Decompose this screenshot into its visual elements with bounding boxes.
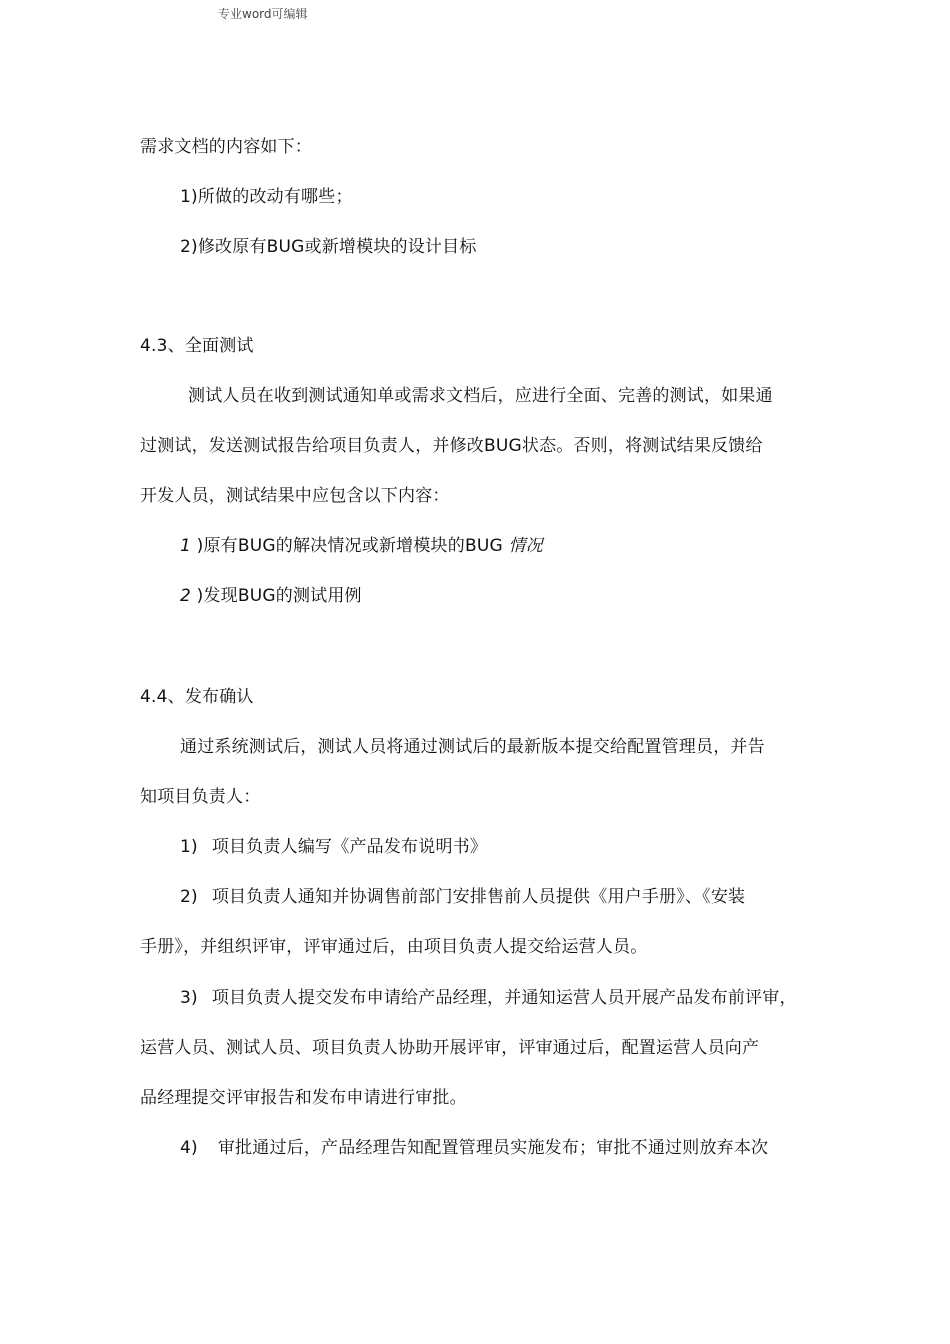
release-step-3-text: 项目负责人提交发布申请给产品经理，并通知运营人员开展产品发布前评审， xyxy=(211,988,797,1008)
requirements-item-2: 2)修改原有BUG或新增模块的设计目标 xyxy=(180,237,477,257)
paragraph-4-3-line-3: 开发人员，测试结果中应包含以下内容： xyxy=(140,486,450,506)
release-step-1-text: 项目负责人编写《产品发布说明书》 xyxy=(211,837,488,857)
release-step-3-continuation-1: 运营人员、测试人员、项目负责人协助开展评审，评审通过后，配置运营人员向产 xyxy=(140,1038,760,1058)
test-result-item-2-text: )发现BUG的测试用例 xyxy=(196,586,362,606)
release-step-3 xyxy=(180,986,797,1010)
test-result-item-1 xyxy=(180,534,543,558)
paragraph-4-3-line-2: 过测试，发送测试报告给项目负责人，并修改BUG状态。否则，将测试结果反馈给 xyxy=(140,436,763,456)
release-step-3-continuation-2: 品经理提交评审报告和发布申请进行审批。 xyxy=(140,1088,467,1108)
requirements-intro: 需求文档的内容如下： xyxy=(140,137,312,157)
release-step-2-continuation: 手册》，并组织评审，评审通过后，由项目负责人提交给运营人员。 xyxy=(140,937,648,957)
release-step-3-number: 3) xyxy=(180,988,198,1008)
paragraph-4-4-line-1: 通过系统测试后，测试人员将通过测试后的最新版本提交给配置管理员，并告 xyxy=(180,737,765,757)
test-result-item-1-text: )原有BUG的解决情况或新增模块的BUG xyxy=(196,536,503,556)
requirements-item-1: 1)所做的改动有哪些； xyxy=(180,187,353,207)
test-result-item-2-number: 2 xyxy=(180,586,192,606)
release-step-4 xyxy=(180,1136,768,1160)
section-heading-4-3: 4.3、全面测试 xyxy=(140,336,254,356)
paragraph-4-4-line-2: 知项目负责人： xyxy=(140,787,261,807)
test-result-item-1-tail: 情况 xyxy=(508,536,543,556)
release-step-2-number: 2) xyxy=(180,887,198,907)
release-step-1 xyxy=(180,835,487,859)
header-note: 专业word可编辑 xyxy=(218,7,308,21)
test-result-item-1-number: 1 xyxy=(180,536,192,556)
release-step-1-number: 1) xyxy=(180,837,198,857)
release-step-2-text: 项目负责人通知并协调售前部门安排售前人员提供《用户手册》、《安装 xyxy=(211,887,746,907)
release-step-2 xyxy=(180,885,745,909)
test-result-item-2 xyxy=(180,584,362,608)
section-heading-4-4: 4.4、发布确认 xyxy=(140,687,254,707)
release-step-4-number: 4) xyxy=(180,1138,198,1158)
release-step-4-text: 审批通过后，产品经理告知配置管理员实施发布；审批不通过则放弃本次 xyxy=(217,1138,769,1158)
paragraph-4-3-line-1: 测试人员在收到测试通知单或需求文档后，应进行全面、完善的测试，如果通 xyxy=(188,386,773,406)
